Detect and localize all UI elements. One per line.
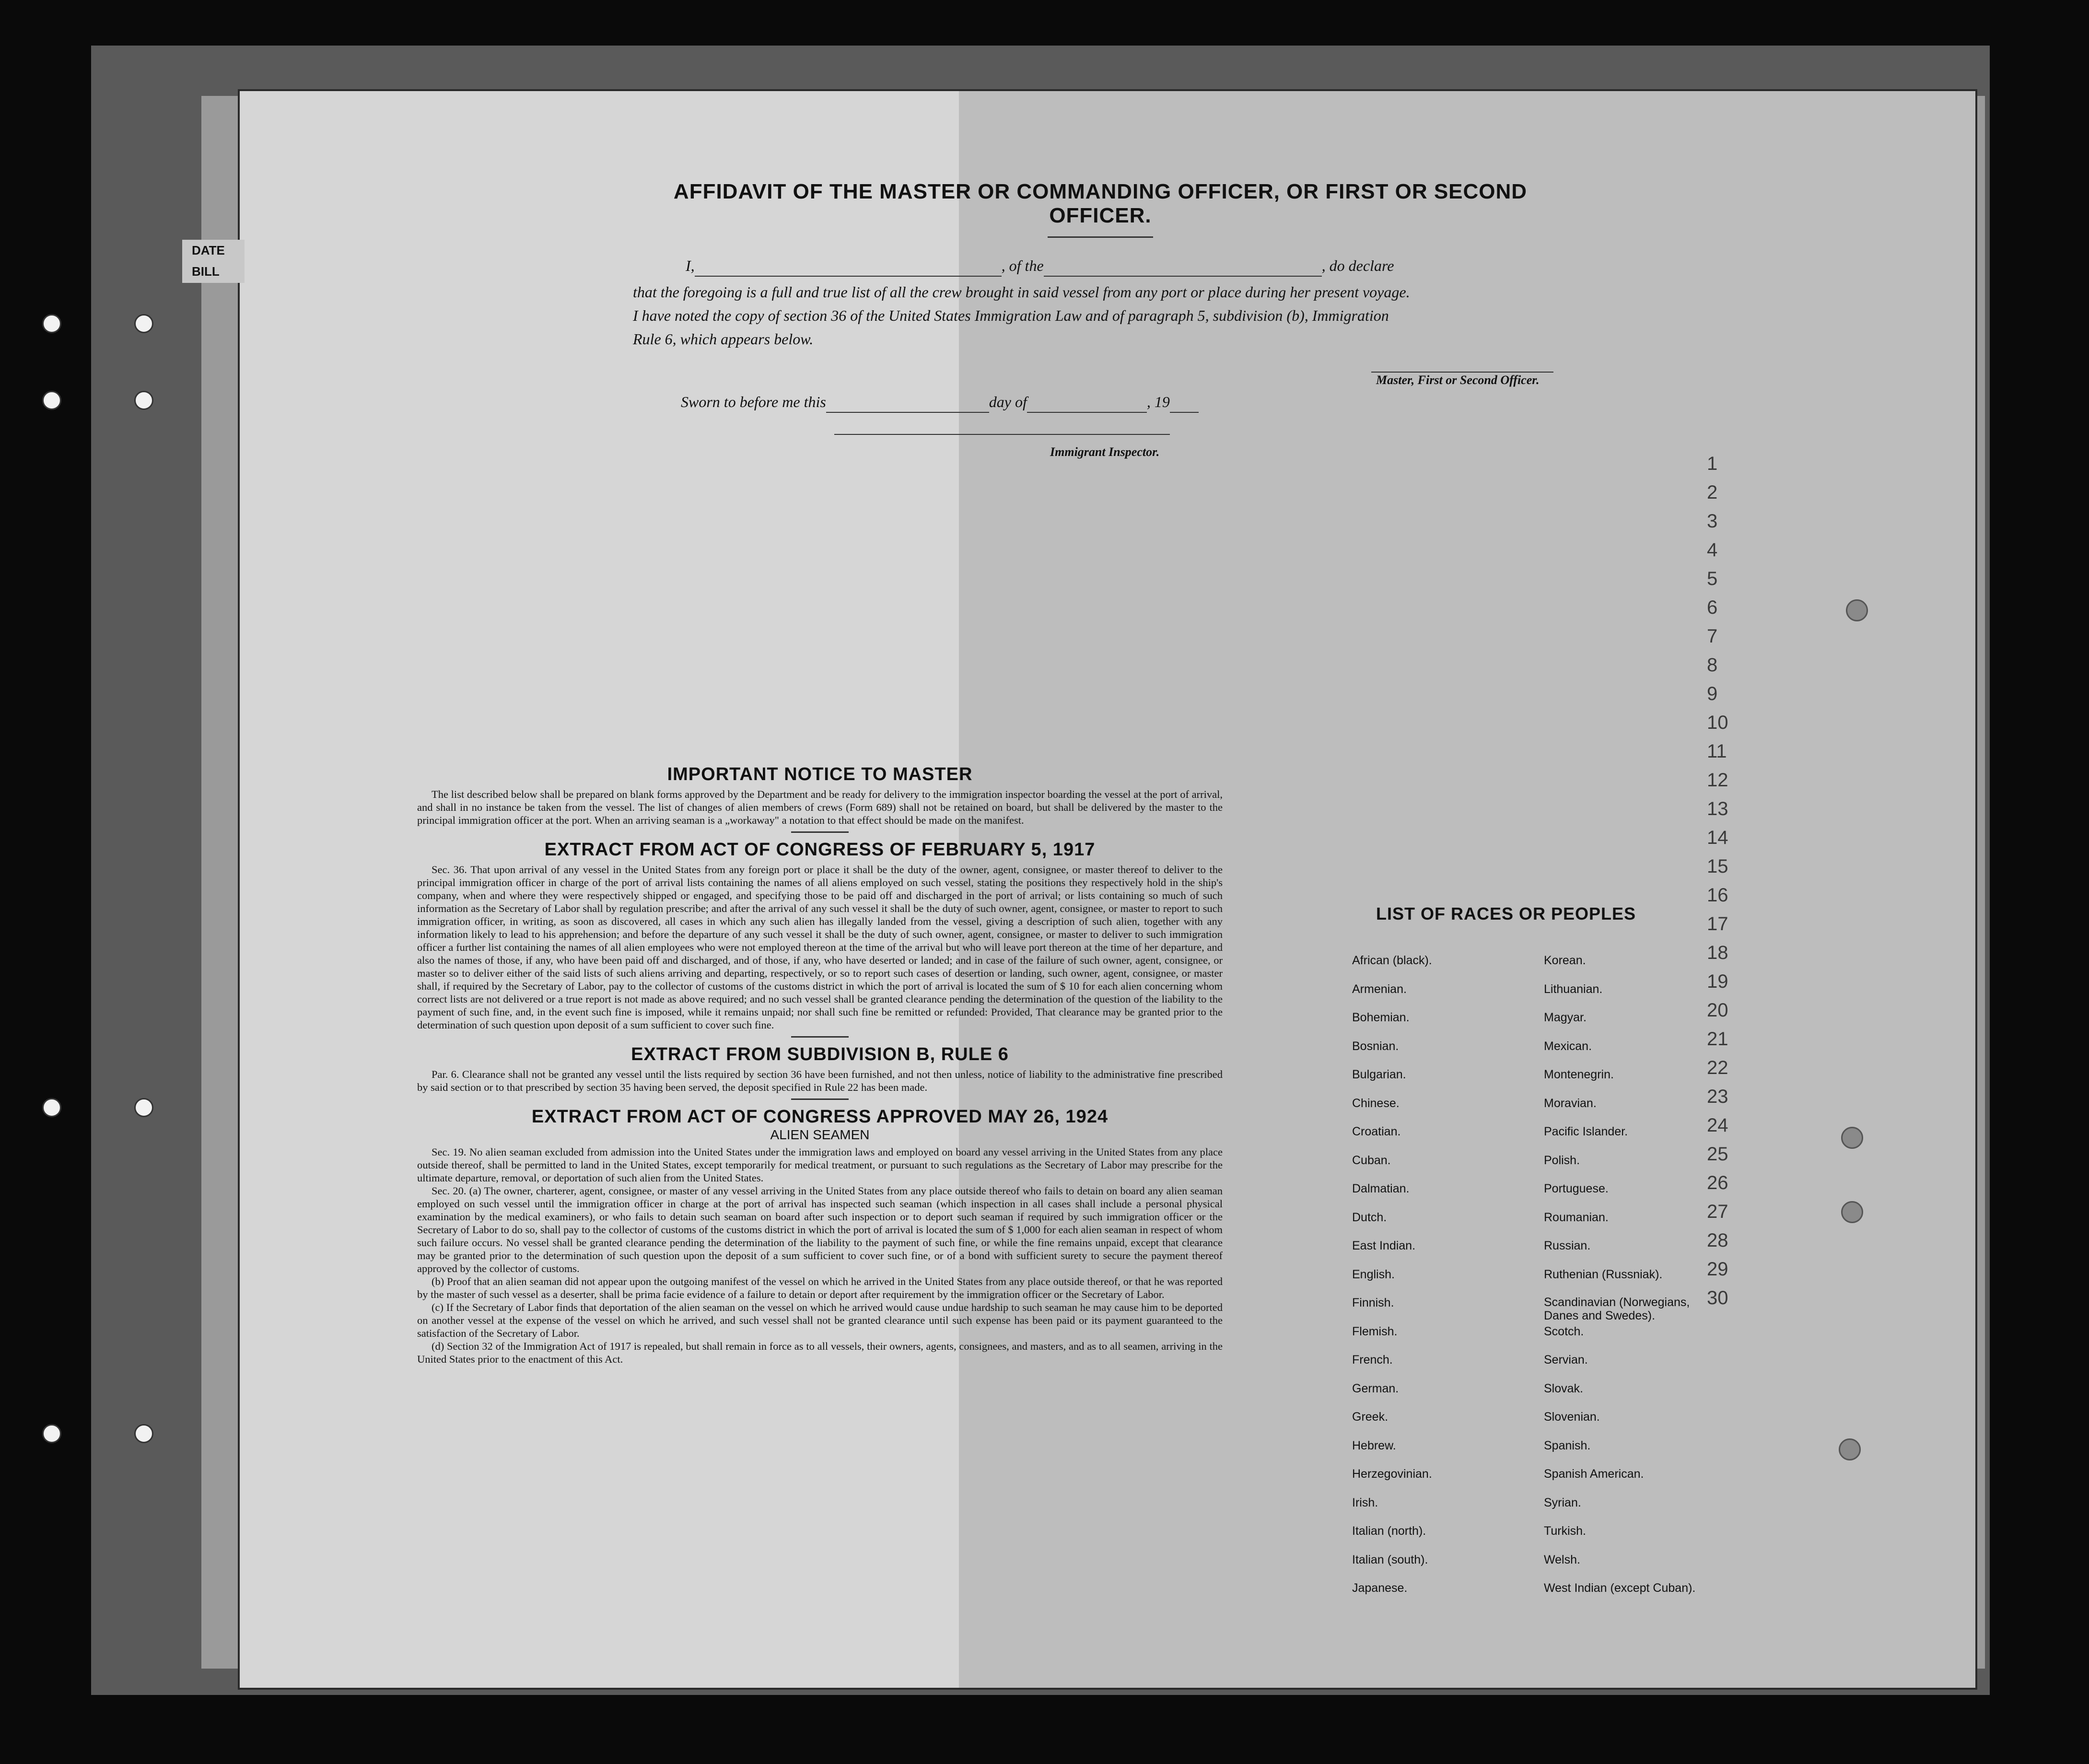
- race-item: Servian.: [1544, 1353, 1588, 1367]
- races-title: LIST OF RACES OR PEOPLES: [1376, 904, 1636, 923]
- race-item: Hebrew.: [1352, 1438, 1396, 1452]
- inspector-signature-line: [834, 434, 1170, 435]
- declaration-of-the: , of the: [1001, 257, 1044, 274]
- race-item: Bohemian.: [1352, 1011, 1410, 1024]
- manifest-row-number: 23: [1707, 1086, 1728, 1107]
- notice-section: [417, 758, 1223, 1366]
- manifest-row-number: 6: [1707, 597, 1718, 618]
- race-item: African (black).: [1352, 954, 1432, 967]
- punch-hole: [1841, 1127, 1863, 1149]
- extract-1924-title: EXTRACT FROM ACT OF CONGRESS APPROVED MAY 26, 1924: [531, 1107, 1109, 1127]
- manifest-row-number: 2: [1707, 482, 1718, 503]
- manifest-row-number: 21: [1707, 1028, 1728, 1050]
- race-item: Roumanian.: [1544, 1210, 1609, 1224]
- race-item: Turkish.: [1544, 1524, 1586, 1538]
- manifest-row-number: 30: [1707, 1287, 1728, 1308]
- manifest-row-number: 3: [1707, 511, 1718, 532]
- manifest-row-number: 26: [1707, 1172, 1728, 1193]
- extract-1924-paragraph: (c) If the Secretary of Labor finds that deportation of the alien seaman on the vessel on which he arrived would cause undue hardship to such seaman he may cause him to be deported on another vessel at the expense of the vessel on which he arrived, and such vessel shall not be granted clearance until such expense has been paid or its payment guaranteed to the satisfaction of the Secretary of Labor.: [417, 1301, 1223, 1339]
- sworn-day-of: day of: [989, 393, 1027, 410]
- race-item: French.: [1352, 1353, 1393, 1367]
- manifest-row-number: 29: [1707, 1259, 1728, 1280]
- declaration-text-2: I have noted the copy of section 36 of the United States Immigration Law and of paragraph 5, subdivision (b), Immigration: [633, 307, 1389, 324]
- subdivision-b-title: EXTRACT FROM SUBDIVISION B, RULE 6: [631, 1044, 1009, 1064]
- race-item: Japanese.: [1352, 1581, 1408, 1595]
- subdivision-b-text: Par. 6. Clearance shall not be granted any vessel until the lists required by section 36 have been furnished, and not then unless, notice of liability to the administrative fine prescribed by said section or to that prescribed by section 35 having been served, the deposit specified in Rule 22 has been made.: [417, 1068, 1223, 1093]
- race-item: Mexican.: [1544, 1039, 1592, 1053]
- race-item: Dalmatian.: [1352, 1182, 1410, 1195]
- sworn-year: , 19: [1146, 393, 1170, 410]
- manifest-row-number: 25: [1707, 1144, 1728, 1165]
- vessel-blank: [1044, 276, 1322, 277]
- extract-1924-paragraph: (d) Section 32 of the Immigration Act of 1917 is repealed, but shall remain in force as to all vessels, their owners, agents, consignees, and masters, and as to all seamen, arriving in the United States prior to the enactment of this Act.: [417, 1340, 1223, 1365]
- race-item: Irish.: [1352, 1495, 1378, 1509]
- declaration-line: [633, 255, 1568, 277]
- punch-hole: [1839, 1438, 1861, 1460]
- divider: [791, 1036, 849, 1038]
- year-blank: [1170, 412, 1199, 413]
- extract-1924-paragraph: (b) Proof that an alien seaman did not appear upon the outgoing manifest of the vessel on which he arrived in the United States from any place outside thereof, or that he was reported by the master of such vessel as a deserter, shall be prima facie evidence of a failure to detain or deport after requirement by the immigration officer or the Secretary of Labor.: [417, 1275, 1223, 1300]
- extract-1917-text: Sec. 36. That upon arrival of any vessel in the United States from any foreign port or place it shall be the duty of the owner, agent, consignee, or master thereof to deliver to the principal immigration officer in charge of the port of arrival lists containing the names of all aliens employed on such vessel, stating the positions they respectively hold in the ship's company, when and where they were respectively shipped or engaged, and specifying those to be paid off and discharged in the port of arrival; or lists containing so much of such information as the Secretary of Labor shall by regulation prescribe; and after the arrival of any such vessel it shall be the duty of such owner, agent, consignee, or master to report to such immigration officer, in writing, as soon as discovered, all cases in which any such alien has illegally landed from the vessel, giving a description of such alien, together with any information likely to lead to his apprehension; and before the departure of any such vessel it shall be the duty of such owner, agent, consignee, or master to deliver to such immigration officer a further list containing the names of all alien employees who were not employed thereon at the time of the arrival but who will leave port thereon at the time of her departure, and also the names of those, if any, who have been paid off and discharged, and of those, if any, who have deserted or landed; and in case of the failure of such owner, agent, consignee, or master so to deliver either of the said lists of such aliens arriving and departing, respectively, or so to report such cases of desertion or landing, such owner, agent, consignee, or master shall, if required by the Secretary of Labor, pay to the collector of customs of the customs district in which the port of arrival is located the sum of $ 10 for each alien concerning whom correct lists are not delivered or a true report is not made as above required; and no such vessel shall be granted clearance pending the determination of the question of the liability to the payment of such fine, and, in the event such fine is imposed, while it remains unpaid; nor shall such fine be remitted or refunded: Provided, That clearance may be granted prior to the determination of such question upon deposit of a sum sufficient to cover such fine.: [417, 864, 1223, 1031]
- race-item: Chinese.: [1352, 1096, 1400, 1110]
- tab-line-bill: BILL: [192, 264, 220, 279]
- punch-hole: [42, 391, 61, 410]
- race-item: Pacific Islander.: [1544, 1125, 1628, 1138]
- manifest-row-number: 1: [1707, 453, 1718, 474]
- manifest-row-number: 15: [1707, 856, 1728, 877]
- divider: [791, 831, 849, 833]
- divider: [1048, 236, 1153, 238]
- race-item: Italian (south).: [1352, 1553, 1428, 1566]
- race-item: Dutch.: [1352, 1210, 1387, 1224]
- declaration-text-1: that the foregoing is a full and true list of all the crew brought in said vessel from any port or place during her present voyage.: [633, 283, 1410, 301]
- manifest-row-number: 7: [1707, 626, 1718, 647]
- divider: [791, 1098, 849, 1100]
- master-signature-line: [1371, 372, 1553, 373]
- race-item: East Indian.: [1352, 1239, 1416, 1252]
- race-item: Scandinavian (Norwegians, Danes and Swedes).: [1544, 1296, 1690, 1322]
- punch-hole: [42, 314, 61, 333]
- punch-hole: [134, 314, 153, 333]
- race-item: Polish.: [1544, 1153, 1580, 1167]
- sworn-text: Sworn to before me this: [681, 393, 826, 410]
- inspector-signature-label: Immigrant Inspector.: [1050, 445, 1160, 459]
- race-item: Korean.: [1544, 954, 1586, 967]
- manifest-row-number: 19: [1707, 971, 1728, 992]
- race-item: Lithuanian.: [1544, 982, 1603, 996]
- race-item: Spanish.: [1544, 1438, 1591, 1452]
- extract-1917-title: EXTRACT FROM ACT OF CONGRESS OF FEBRUARY 5, 1917: [544, 840, 1096, 860]
- race-item: Italian (north).: [1352, 1524, 1426, 1538]
- race-item: Welsh.: [1544, 1553, 1580, 1566]
- manifest-row-number: 17: [1707, 913, 1728, 935]
- race-item: Moravian.: [1544, 1096, 1597, 1110]
- race-item: Ruthenian (Russniak).: [1544, 1267, 1663, 1281]
- manifest-row-number: 8: [1707, 654, 1718, 676]
- sworn-date-blank: [826, 412, 989, 413]
- affidavit-title: AFFIDAVIT OF THE MASTER OR COMMANDING OFFICER, OR FIRST OR SECOND OFFICER.: [673, 180, 1528, 227]
- punch-hole: [1846, 599, 1868, 621]
- race-item: Spanish American.: [1544, 1467, 1644, 1481]
- tab-line-date: DATE: [192, 243, 225, 257]
- manifest-row-number: 16: [1707, 885, 1728, 906]
- declaration-text-3: Rule 6, which appears below.: [633, 330, 814, 348]
- extract-1924-paragraph: Sec. 20. (a) The owner, charterer, agent, consignee, or master of any vessel arriving in the United States from any place outside thereof who fails to detain on board any alien seaman employed on such vessel until the immigration officer in charge at the port of arrival has inspected such seaman (which inspection in all cases shall include a personal physical examination by the medical examiners), or who fails to detain such seaman on board after such inspection or to deport such seaman if required by such immigration officer or the Secretary of Labor to do so, shall pay to the collector of customs of the customs district in which the port of arrival is located the sum of $ 1,000 for each alien seaman in respect of whom such failure occurs. No vessel shall be granted clearance pending the determination of the liability to the payment of such fine, or while the fine remains unpaid, except that clearance may be granted prior to the determination of such question upon the deposit of a sum sufficient to cover such fine, or of a bond with sufficient surety to secure the payment thereof approved by the collector of customs.: [417, 1185, 1223, 1274]
- race-item: Scotch.: [1544, 1324, 1584, 1338]
- race-item: German.: [1352, 1381, 1399, 1395]
- manifest-row-number: 11: [1707, 741, 1727, 762]
- race-item: Flemish.: [1352, 1324, 1398, 1338]
- extract-1924-paragraph: Sec. 19. No alien seaman excluded from admission into the United States under the immigration laws and employed on board any vessel arriving in the United States from any place outside thereof, shall be permitted to land in the United States, except temporarily for medical treatment, or pursuant to such regulations as the Secretary of Labor may prescribe for the ultimate departure, removal, or deportation of such alien from the United States.: [417, 1146, 1223, 1184]
- sworn-line: [633, 391, 1568, 413]
- race-item: Slovenian.: [1544, 1410, 1600, 1424]
- manifest-row-number: 12: [1707, 770, 1728, 791]
- master-signature-label: Master, First or Second Officer.: [1376, 373, 1540, 387]
- manifest-row-number: 5: [1707, 568, 1718, 589]
- race-item: Russian.: [1544, 1239, 1591, 1252]
- manifest-row-number: 28: [1707, 1230, 1728, 1251]
- race-item: English.: [1352, 1267, 1395, 1281]
- manifest-row-number: 20: [1707, 1000, 1728, 1021]
- punch-hole: [1841, 1201, 1863, 1223]
- race-item: Montenegrin.: [1544, 1068, 1614, 1081]
- sworn-month-blank: [1027, 412, 1147, 413]
- declaration-declare: , do declare: [1321, 257, 1394, 274]
- manifest-row-number: 22: [1707, 1057, 1728, 1078]
- declaration-i: I,: [686, 257, 695, 274]
- race-item: Cuban.: [1352, 1153, 1391, 1167]
- race-item: West Indian (except Cuban).: [1544, 1581, 1696, 1595]
- punch-hole: [42, 1424, 61, 1443]
- manifest-row-number: 27: [1707, 1201, 1728, 1222]
- race-item: Syrian.: [1544, 1495, 1581, 1509]
- race-item: Bosnian.: [1352, 1039, 1399, 1053]
- manifest-row-number: 18: [1707, 942, 1728, 963]
- race-item: Greek.: [1352, 1410, 1389, 1424]
- punch-hole: [42, 1098, 61, 1117]
- notice-text: The list described below shall be prepared on blank forms approved by the Department and be ready for delivery to the immigration inspector boarding the vessel at the port of arrival, and shall in no instance be taken from the vessel. The list of changes of alien members of crews (Form 689) shall not be retained on board, but shall be delivered by the master to the principal immigration officer at the port. When an arriving seaman is a „workaway" a notation to that effect should be made on the manifest.: [417, 788, 1223, 826]
- race-item: Bulgarian.: [1352, 1068, 1406, 1081]
- race-item: Portuguese.: [1544, 1182, 1609, 1195]
- punch-hole: [134, 1098, 153, 1117]
- name-blank: [695, 276, 1002, 277]
- race-item: Finnish.: [1352, 1296, 1394, 1309]
- manifest-row-number: 4: [1707, 539, 1718, 561]
- manifest-row-number: 14: [1707, 827, 1728, 848]
- manifest-row-number: 10: [1707, 712, 1728, 733]
- race-item: Magyar.: [1544, 1011, 1587, 1024]
- race-item: Armenian.: [1352, 982, 1407, 996]
- notice-title: IMPORTANT NOTICE TO MASTER: [667, 764, 973, 784]
- extract-1924-subtitle: ALIEN SEAMEN: [770, 1127, 870, 1142]
- manifest-row-number: 24: [1707, 1115, 1728, 1136]
- race-item: Herzegovinian.: [1352, 1467, 1432, 1481]
- manifest-row-number: 9: [1707, 683, 1718, 704]
- manifest-row-number: 13: [1707, 798, 1728, 819]
- race-item: Croatian.: [1352, 1125, 1401, 1138]
- left-tab-label: [182, 240, 245, 283]
- race-item: Slovak.: [1544, 1381, 1583, 1395]
- punch-hole: [134, 391, 153, 410]
- punch-hole: [134, 1424, 153, 1443]
